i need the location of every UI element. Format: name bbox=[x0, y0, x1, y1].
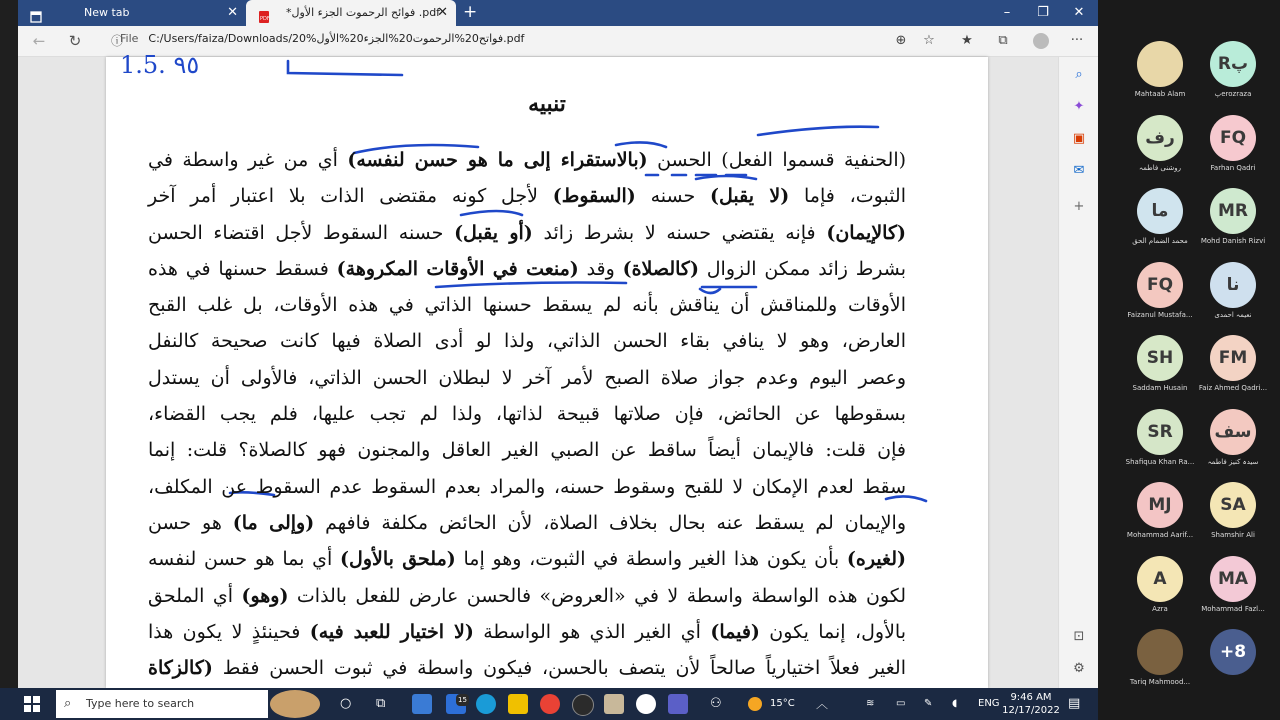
favorites-icon[interactable]: ★ bbox=[961, 33, 973, 48]
notepad-icon[interactable] bbox=[604, 694, 624, 714]
participant-photo bbox=[1137, 41, 1183, 87]
text-segment: بشرط زائد ممكن الزوال bbox=[698, 257, 907, 280]
clock[interactable] bbox=[996, 691, 1066, 717]
close-tab-icon[interactable]: ✕ bbox=[437, 5, 448, 20]
close-window-button[interactable]: ✕ bbox=[1073, 5, 1085, 20]
participant-name: Faizanul Mustafa... bbox=[1127, 310, 1193, 319]
store-icon[interactable] bbox=[412, 694, 432, 714]
text-segment: سقط لعدم الإمكان لا للقبح وسقوط حسنه، والمراد بعدم السقوط عدم السقوط عن المكلف، bbox=[148, 475, 906, 498]
close-tab-icon[interactable]: ✕ bbox=[227, 5, 238, 20]
participant-avatar: نا bbox=[1210, 262, 1256, 308]
bold-text-segment: (أو يقبل) bbox=[454, 221, 533, 244]
office-icon[interactable]: ▣ bbox=[1072, 131, 1086, 146]
text-line bbox=[148, 215, 906, 251]
text-line bbox=[148, 178, 906, 214]
more-participants-button[interactable] bbox=[1188, 629, 1278, 699]
weather-temperature[interactable]: 15°C bbox=[770, 698, 795, 709]
participant-avatar: MA bbox=[1210, 556, 1256, 602]
text-line bbox=[148, 614, 906, 650]
bold-text-segment: (وهو) bbox=[241, 584, 289, 607]
participant-name: Mohd Danish Rizvi bbox=[1200, 237, 1266, 245]
mail-badge: 15 bbox=[458, 696, 467, 704]
profile-avatar[interactable] bbox=[1033, 33, 1049, 49]
people-icon[interactable]: ⚇ bbox=[710, 696, 722, 711]
top-handwritten-note: 1.5. ٩٥ bbox=[120, 51, 200, 79]
app-icon[interactable] bbox=[572, 694, 594, 716]
zoom-icon[interactable]: ⊕ bbox=[895, 33, 907, 48]
text-segment: أي الغير الذي هو الواسطة bbox=[473, 620, 711, 643]
task-view-icon[interactable]: ⧉ bbox=[376, 696, 386, 711]
text-line bbox=[148, 251, 906, 287]
text-segment: بالأول، إنما يكون bbox=[759, 620, 906, 643]
add-sidebar-app-icon[interactable]: + bbox=[1073, 199, 1085, 214]
text-line bbox=[148, 505, 906, 541]
bold-text-segment: (وإلى ما) bbox=[232, 511, 315, 534]
text-segment: الثبوت، فإما bbox=[789, 185, 906, 208]
pdf-page bbox=[106, 51, 988, 688]
windows-taskbar bbox=[0, 688, 1098, 720]
text-segment: حسنه bbox=[635, 185, 710, 208]
new-tab-button[interactable]: + bbox=[463, 2, 478, 22]
minimize-button[interactable]: – bbox=[1003, 5, 1011, 20]
search-placeholder: Type here to search bbox=[86, 697, 195, 710]
text-segment: هو حسن bbox=[148, 511, 233, 534]
participant-avatar: Rپ bbox=[1210, 41, 1256, 87]
back-icon[interactable]: ← bbox=[32, 32, 46, 50]
language-indicator[interactable]: ENG bbox=[978, 698, 1000, 709]
text-segment: أي من غير واسطة في bbox=[148, 149, 348, 171]
text-segment: الغير فعلاً اختيارياً صالحاً لأن يتصف بالحسن، فيكون واسطة في ثبوت الحسن فقط bbox=[212, 657, 906, 680]
text-line bbox=[148, 396, 906, 432]
participant-avatar: A bbox=[1137, 556, 1183, 602]
participant-name: Mahtaab Alam bbox=[1134, 90, 1186, 98]
search-icon: ⌕ bbox=[64, 696, 72, 711]
text-segment: (الحنفية قسموا الفعل) الحسن bbox=[647, 149, 907, 171]
bold-text-segment: (ملحق بالأول) bbox=[340, 548, 456, 571]
url-text: C:/Users/faiza/Downloads/20%فواتح20%الرحموت20%الجزء20%الأول.pdf bbox=[148, 32, 525, 45]
url-field[interactable] bbox=[120, 32, 525, 45]
bold-text-segment: (كالإيمان) bbox=[826, 221, 906, 244]
text-segment: أي بما هو حسن لنفسه bbox=[148, 548, 341, 571]
pdf-icon bbox=[258, 7, 270, 22]
wifi-icon[interactable]: ≋ bbox=[866, 698, 875, 709]
text-segment: فإن قلت: فالإيمان أيضاً ساقط عن الصبي الغير العاقل والمجنون فهو كالصلاة؟ قلت: إنما bbox=[148, 439, 906, 462]
section-heading: تنبيه bbox=[528, 91, 566, 117]
participant-name: Azra bbox=[1152, 604, 1168, 613]
participant-tile[interactable] bbox=[1188, 556, 1278, 626]
battery-icon[interactable]: ▭ bbox=[896, 698, 906, 709]
participant-name: روشنی فاطمہ bbox=[1139, 163, 1181, 172]
text-segment: فإنه يقتضي حسنه لا بشرط زائد bbox=[532, 221, 827, 244]
edge-icon[interactable] bbox=[476, 694, 496, 714]
pen-icon[interactable]: ✎ bbox=[924, 698, 933, 709]
participant-avatar: FQ bbox=[1137, 262, 1183, 308]
participant-tile[interactable] bbox=[1188, 262, 1278, 332]
participant-name: Shamshir Ali bbox=[1211, 531, 1255, 539]
svg-text:PDF: PDF bbox=[260, 16, 270, 22]
volume-icon[interactable]: ◖ bbox=[952, 698, 958, 709]
participant-name: پerozraza bbox=[1214, 90, 1252, 98]
text-line bbox=[148, 541, 906, 577]
bold-text-segment: (لا يقبل) bbox=[710, 185, 790, 208]
participant-tile[interactable] bbox=[1188, 335, 1278, 405]
bold-text-segment: (كالصلاة) bbox=[622, 257, 699, 280]
participant-name: Tariq Mahmood... bbox=[1129, 678, 1191, 686]
participant-tile[interactable] bbox=[1188, 41, 1278, 111]
search-icon[interactable]: ⌕ bbox=[1075, 67, 1083, 82]
tab-label: *فوائح الرحموت الجزء الأول .pdf bbox=[286, 6, 441, 19]
participant-tile[interactable] bbox=[1188, 115, 1278, 185]
notifications-icon[interactable]: ▤ bbox=[1068, 696, 1081, 711]
participant-name: محمد الضمام الحق bbox=[1132, 237, 1188, 245]
participant-name: Mohammad Aarif... bbox=[1126, 531, 1194, 539]
text-line bbox=[148, 432, 906, 468]
text-segment: العارض، وهو لا ينافي بقاء الحسن الذاتي، ولذا لو أدى الصلاة فيها كانت صحيحة كالنفل bbox=[148, 330, 906, 353]
bold-text-segment: (كالزكاة bbox=[148, 657, 213, 680]
more-menu-icon[interactable]: ··· bbox=[1070, 33, 1084, 48]
browser-window bbox=[18, 0, 1098, 688]
participant-name: Farhan Qadri bbox=[1210, 163, 1256, 172]
participant-avatar: MR bbox=[1210, 188, 1256, 234]
text-segment: فحينئذٍ لا يكون هذا bbox=[148, 620, 310, 643]
text-segment: والإيمان لم يسقط عنه بحال بخلاف الصلاة، لأن الحائض مكلفة فافهم bbox=[314, 511, 907, 534]
info-icon[interactable]: ⓘ bbox=[110, 34, 123, 48]
tray-chevron-icon[interactable]: ︿ bbox=[816, 697, 829, 711]
text-line bbox=[148, 469, 906, 505]
cortana-icon[interactable]: ○ bbox=[340, 696, 352, 711]
weather-sun-icon bbox=[748, 697, 762, 711]
text-segment: وقد bbox=[578, 257, 623, 280]
edge-sidebar bbox=[1058, 57, 1099, 688]
participant-avatar: SH bbox=[1137, 335, 1183, 381]
meeting-participants-panel bbox=[1098, 0, 1280, 720]
search-highlight-image bbox=[270, 690, 320, 718]
text-line bbox=[148, 360, 906, 396]
participant-avatar: رف bbox=[1137, 115, 1183, 161]
browser-icon[interactable] bbox=[636, 694, 656, 714]
participant-photo bbox=[1137, 629, 1183, 675]
outlook-icon[interactable]: ✉ bbox=[1073, 163, 1085, 178]
participant-tile[interactable] bbox=[1188, 409, 1278, 479]
text-segment: وعصر اليوم وعدم جواز صلاة الصبح لأمر آخر لا لبطلان الحسن الذاتي، فالأولى أن يستدل bbox=[148, 366, 906, 389]
participant-avatar: FQ bbox=[1210, 115, 1256, 161]
sidebar-layout-icon[interactable]: ⊡ bbox=[1073, 629, 1085, 644]
text-line bbox=[148, 578, 906, 614]
participant-name: سیدہ کنیز فاطمہ bbox=[1207, 457, 1259, 466]
teams-icon[interactable] bbox=[668, 694, 688, 714]
collections-icon[interactable]: ⧉ bbox=[998, 33, 1008, 48]
participant-name: Faiz Ahmed Qadri... bbox=[1198, 384, 1268, 392]
chrome-icon[interactable] bbox=[540, 694, 560, 714]
participant-avatar: ما bbox=[1137, 188, 1183, 234]
text-segment: لكون هذه الواسطة واسطة لا في «العروض» فالحسن عارض للفعل بالذات bbox=[288, 584, 906, 607]
participant-avatar: FM bbox=[1210, 335, 1256, 381]
tracking-icon[interactable]: ☆ bbox=[923, 33, 935, 48]
participant-avatar: SR bbox=[1137, 409, 1183, 455]
participant-avatar: MJ bbox=[1137, 482, 1183, 528]
participant-name: Mohammad Fazl... bbox=[1201, 604, 1265, 613]
bold-text-segment: (منعت في الأوقات المكروهة) bbox=[336, 257, 579, 280]
text-line bbox=[148, 142, 906, 178]
participant-avatar: SA bbox=[1210, 482, 1256, 528]
text-segment: لأجل كونه مقتضى الذات بلا اعتبار أمر آخر bbox=[148, 185, 553, 208]
participant-name: Shafiqua Khan Ra... bbox=[1125, 457, 1195, 466]
text-segment: بسقوطها عن الحائض، فإن صلاتها قبيحة لذاتها، ولذا لم تجب عليها، فلم يجب القضاء، bbox=[148, 403, 906, 426]
bold-text-segment: (السقوط) bbox=[552, 185, 636, 208]
tab-new-tab[interactable] bbox=[18, 0, 246, 26]
bold-text-segment: (لا اختيار للعبد فيه) bbox=[309, 620, 474, 643]
text-segment: الأوقات وللمناقش أن يناقش بأنه لم يسقط حسنها الذاتي في هذه الأوقات، بل غلب القبح bbox=[148, 294, 906, 317]
refresh-icon[interactable]: ↻ bbox=[68, 32, 82, 50]
text-line bbox=[148, 287, 906, 323]
clock-time: 9:46 AM bbox=[1010, 692, 1052, 703]
participant-tile[interactable] bbox=[1188, 482, 1278, 552]
text-segment: بأن يكون هذا الغير واسطة في الثبوت، وهو إما bbox=[455, 548, 847, 571]
address-bar bbox=[18, 26, 1098, 57]
bold-text-segment: (فيما) bbox=[710, 620, 760, 643]
tab-pdf-document[interactable] bbox=[246, 0, 456, 26]
pdf-viewer bbox=[18, 51, 1058, 688]
participant-name: Saddam Husain bbox=[1132, 384, 1188, 392]
tab-bar bbox=[18, 0, 1098, 26]
text-segment: فسقط حسنها في هذه bbox=[148, 257, 337, 280]
text-segment: حسنه السقوط لأجل اقتضاء الحسن bbox=[148, 221, 455, 244]
taskbar-search-box[interactable] bbox=[56, 690, 268, 718]
tab-page-icon bbox=[30, 7, 42, 19]
participant-name: نعیمہ احمدی bbox=[1214, 310, 1252, 319]
bold-text-segment: (بالاستقراء إلى ما هو حسن لنفسه) bbox=[347, 149, 648, 171]
file-scheme-label: File bbox=[120, 32, 139, 45]
settings-gear-icon[interactable]: ⚙ bbox=[1073, 661, 1085, 676]
tab-label: New tab bbox=[84, 6, 130, 19]
file-explorer-icon[interactable] bbox=[508, 694, 528, 714]
text-segment: أي الملحق bbox=[148, 584, 242, 607]
participant-avatar: سف bbox=[1210, 409, 1256, 455]
clock-date: 12/17/2022 bbox=[1002, 705, 1060, 716]
bold-text-segment: (لغيره) bbox=[846, 548, 906, 571]
discover-icon[interactable]: ✦ bbox=[1073, 99, 1085, 114]
participant-tile[interactable] bbox=[1188, 188, 1278, 258]
text-line bbox=[148, 650, 906, 686]
document-body bbox=[148, 142, 906, 686]
restore-button[interactable]: ❐ bbox=[1037, 5, 1049, 20]
text-line bbox=[148, 323, 906, 359]
participant-avatar: +8 bbox=[1210, 629, 1256, 675]
windows-start-icon[interactable] bbox=[24, 696, 40, 712]
